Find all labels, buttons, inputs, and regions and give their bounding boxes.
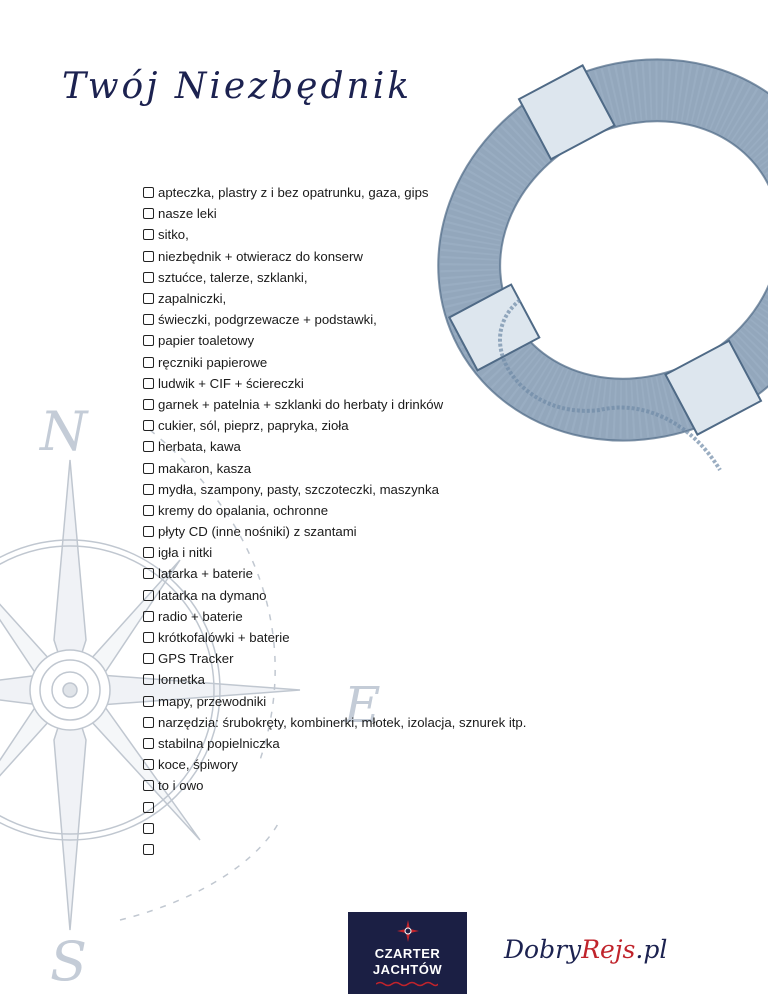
checkbox[interactable] — [143, 590, 154, 601]
checklist-item — [143, 182, 526, 203]
checkbox[interactable] — [143, 759, 154, 770]
checklist-item — [143, 606, 526, 627]
checklist-item-label: niezbędnik + otwieracz do konserw — [158, 248, 363, 264]
compass-south-letter: S — [50, 930, 87, 993]
checkbox[interactable] — [143, 251, 154, 262]
checkbox[interactable] — [143, 505, 154, 516]
checklist-item — [143, 479, 526, 500]
checklist-item-label: mapy, przewodniki — [158, 693, 267, 709]
checklist-item — [143, 309, 526, 330]
checklist-item — [143, 818, 526, 839]
checklist-item-label: igła i nitki — [158, 545, 213, 561]
checklist-item-label: lornetka — [158, 672, 205, 688]
checkbox[interactable] — [143, 844, 154, 855]
checklist-item-label: latarka na dymano — [158, 587, 267, 603]
logo-part-dobry: Dobry — [504, 935, 582, 964]
checklist-item-label: sitko, — [158, 227, 189, 243]
checklist-item — [143, 267, 526, 288]
checklist-item — [143, 330, 526, 351]
checklist-item — [143, 839, 526, 860]
checklist-item — [143, 627, 526, 648]
checklist-item — [143, 796, 526, 817]
checkbox[interactable] — [143, 357, 154, 368]
checkbox[interactable] — [143, 420, 154, 431]
checkbox[interactable] — [143, 738, 154, 749]
checklist-item — [143, 669, 526, 690]
checkbox[interactable] — [143, 696, 154, 707]
checklist-item-label: krótkofalówki + baterie — [158, 630, 290, 646]
checkbox[interactable] — [143, 484, 154, 495]
checkbox[interactable] — [143, 293, 154, 304]
checkbox[interactable] — [143, 272, 154, 283]
checklist-item — [143, 712, 526, 733]
checklist-item — [143, 563, 526, 584]
checkbox[interactable] — [143, 611, 154, 622]
czarter-jachtow-logo — [348, 912, 467, 994]
checkbox[interactable] — [143, 823, 154, 834]
checkbox[interactable] — [143, 399, 154, 410]
checklist-item-label: apteczka, plastry z i bez opatrunku, gaza, gips — [158, 185, 429, 201]
checklist-item-label: mydła, szampony, pasty, szczoteczki, maszynka — [158, 481, 439, 497]
checkbox[interactable] — [143, 547, 154, 558]
checklist-item-label: to i owo — [158, 778, 204, 794]
checklist-item-label: latarka + baterie — [158, 566, 253, 582]
checklist-item — [143, 352, 526, 373]
checkbox[interactable] — [143, 229, 154, 240]
checklist-item — [143, 246, 526, 267]
checklist-item — [143, 648, 526, 669]
compass-star-icon — [397, 920, 419, 942]
checklist-item-label: koce, śpiwory — [158, 757, 238, 773]
checkbox[interactable] — [143, 632, 154, 643]
checklist-item — [143, 754, 526, 775]
checklist-item-label: świeczki, podgrzewacze + podstawki, — [158, 312, 377, 328]
checklist-item-label: stabilna popielniczka — [158, 735, 280, 751]
checklist-item-label: makaron, kasza — [158, 460, 252, 476]
dobryrejs-logo — [504, 935, 667, 964]
checklist-item-label: ludwik + CIF + ściereczki — [158, 375, 304, 391]
checklist-item — [143, 542, 526, 563]
checklist-item-label: garnek + patelnia + szklanki do herbaty i drinków — [158, 396, 444, 412]
logo-part-domain: .pl — [635, 935, 668, 964]
compass-north-letter: N — [40, 400, 88, 463]
checklist-item-label: sztućce, talerze, szklanki, — [158, 269, 308, 285]
checklist-item — [143, 521, 526, 542]
checklist-item — [143, 288, 526, 309]
checkbox[interactable] — [143, 717, 154, 728]
checkbox[interactable] — [143, 463, 154, 474]
checkbox[interactable] — [143, 314, 154, 325]
logo-line-2: JACHTÓW — [372, 962, 443, 977]
checkbox[interactable] — [143, 378, 154, 389]
checkbox[interactable] — [143, 674, 154, 685]
checklist-item-label: cukier, sól, pieprz, papryka, zioła — [158, 418, 349, 434]
checklist-item — [143, 500, 526, 521]
checklist-item — [143, 394, 526, 415]
checklist-item — [143, 436, 526, 457]
checkbox[interactable] — [143, 187, 154, 198]
checklist-item — [143, 775, 526, 796]
checklist-item-label: papier toaletowy — [158, 333, 255, 349]
checklist-item — [143, 691, 526, 712]
compass-east-letter: E — [344, 676, 381, 734]
checklist-item — [143, 457, 526, 478]
checklist-item — [143, 585, 526, 606]
page-title: Twój Niezbędnik — [62, 66, 413, 107]
checklist-item-label: zapalniczki, — [158, 291, 227, 307]
checklist-item-label: nasze leki — [158, 206, 217, 222]
checklist-item-label: narzędzia: śrubokręty, kombinerki, młotek, izolacja, sznurek itp. — [158, 714, 527, 730]
checklist-item — [143, 733, 526, 754]
checklist-item — [143, 203, 526, 224]
logo-line-1: CZARTER — [374, 946, 441, 961]
checkbox[interactable] — [143, 568, 154, 579]
checkbox[interactable] — [143, 526, 154, 537]
checklist-item — [143, 415, 526, 436]
checklist-item — [143, 373, 526, 394]
checklist — [143, 182, 526, 860]
logo-part-rejs: Rejs — [581, 935, 636, 964]
checkbox[interactable] — [143, 780, 154, 791]
checkbox[interactable] — [143, 653, 154, 664]
checklist-item — [143, 224, 526, 245]
checklist-item-label: GPS Tracker — [158, 651, 234, 667]
checklist-item-label: płyty CD (inne nośniki) z szantami — [158, 524, 357, 540]
checkbox[interactable] — [143, 208, 154, 219]
checklist-item-label: ręczniki papierowe — [158, 354, 268, 370]
checkbox[interactable] — [143, 441, 154, 452]
checklist-item-label: herbata, kawa — [158, 439, 241, 455]
checklist-item-label: radio + baterie — [158, 608, 243, 624]
checkbox[interactable] — [143, 335, 154, 346]
checkbox[interactable] — [143, 802, 154, 813]
wave-icon — [376, 981, 438, 987]
checklist-item-label: kremy do opalania, ochronne — [158, 502, 329, 518]
